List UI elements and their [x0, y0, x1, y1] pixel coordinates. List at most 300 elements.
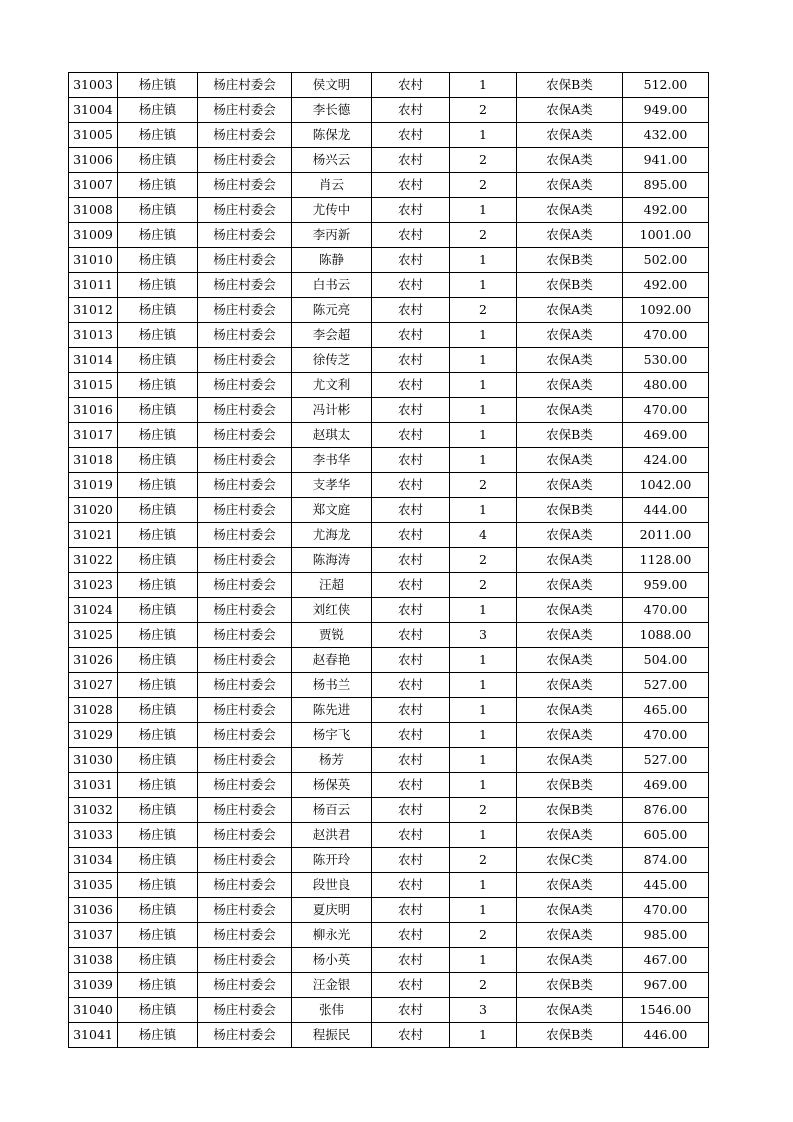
- insurance-category-cell: 农保A类: [517, 198, 623, 223]
- name-cell: 郑文庭: [292, 498, 372, 523]
- record-id-cell: 31029: [69, 723, 118, 748]
- area-type-cell: 农村: [372, 773, 450, 798]
- area-type-cell: 农村: [372, 898, 450, 923]
- village-committee-cell: 杨庄村委会: [198, 998, 292, 1023]
- household-size-cell: 1: [450, 73, 517, 98]
- record-id-cell: 31018: [69, 448, 118, 473]
- amount-cell: 424.00: [623, 448, 709, 473]
- insurance-category-cell: 农保A类: [517, 673, 623, 698]
- village-committee-cell: 杨庄村委会: [198, 523, 292, 548]
- table-row: [69, 373, 709, 398]
- insurance-category-cell: 农保B类: [517, 973, 623, 998]
- town-cell: 杨庄镇: [118, 698, 198, 723]
- area-type-cell: 农村: [372, 473, 450, 498]
- town-cell: 杨庄镇: [118, 273, 198, 298]
- name-cell: 杨芳: [292, 748, 372, 773]
- area-type-cell: 农村: [372, 298, 450, 323]
- name-cell: 李书华: [292, 448, 372, 473]
- area-type-cell: 农村: [372, 598, 450, 623]
- table-row: [69, 673, 709, 698]
- town-cell: 杨庄镇: [118, 723, 198, 748]
- table-row: [69, 998, 709, 1023]
- area-type-cell: 农村: [372, 248, 450, 273]
- amount-cell: 895.00: [623, 173, 709, 198]
- table-row: [69, 423, 709, 448]
- insurance-category-cell: 农保A类: [517, 623, 623, 648]
- area-type-cell: 农村: [372, 998, 450, 1023]
- record-id-cell: 31038: [69, 948, 118, 973]
- amount-cell: 1092.00: [623, 298, 709, 323]
- village-committee-cell: 杨庄村委会: [198, 1023, 292, 1048]
- town-cell: 杨庄镇: [118, 823, 198, 848]
- name-cell: 贾锐: [292, 623, 372, 648]
- area-type-cell: 农村: [372, 448, 450, 473]
- record-id-cell: 31023: [69, 573, 118, 598]
- table-row: [69, 823, 709, 848]
- village-committee-cell: 杨庄村委会: [198, 873, 292, 898]
- area-type-cell: 农村: [372, 923, 450, 948]
- insurance-category-cell: 农保A类: [517, 148, 623, 173]
- area-type-cell: 农村: [372, 398, 450, 423]
- table-row: [69, 548, 709, 573]
- record-id-cell: 31017: [69, 423, 118, 448]
- table-row: [69, 573, 709, 598]
- area-type-cell: 农村: [372, 148, 450, 173]
- record-id-cell: 31004: [69, 98, 118, 123]
- record-id-cell: 31012: [69, 298, 118, 323]
- name-cell: 夏庆明: [292, 898, 372, 923]
- village-committee-cell: 杨庄村委会: [198, 398, 292, 423]
- table-row: [69, 148, 709, 173]
- household-size-cell: 2: [450, 223, 517, 248]
- village-committee-cell: 杨庄村委会: [198, 823, 292, 848]
- town-cell: 杨庄镇: [118, 523, 198, 548]
- household-size-cell: 1: [450, 948, 517, 973]
- table-row: [69, 1023, 709, 1048]
- village-committee-cell: 杨庄村委会: [198, 648, 292, 673]
- insurance-category-cell: 农保A类: [517, 348, 623, 373]
- table-row: [69, 648, 709, 673]
- household-size-cell: 1: [450, 273, 517, 298]
- amount-cell: 527.00: [623, 748, 709, 773]
- amount-cell: 465.00: [623, 698, 709, 723]
- household-size-cell: 3: [450, 623, 517, 648]
- area-type-cell: 农村: [372, 648, 450, 673]
- amount-cell: 941.00: [623, 148, 709, 173]
- name-cell: 杨百云: [292, 798, 372, 823]
- table-row: [69, 723, 709, 748]
- household-size-cell: 2: [450, 798, 517, 823]
- village-committee-cell: 杨庄村委会: [198, 373, 292, 398]
- village-committee-cell: 杨庄村委会: [198, 98, 292, 123]
- area-type-cell: 农村: [372, 798, 450, 823]
- area-type-cell: 农村: [372, 223, 450, 248]
- table-row: [69, 973, 709, 998]
- amount-cell: 504.00: [623, 648, 709, 673]
- name-cell: 支孝华: [292, 473, 372, 498]
- village-committee-cell: 杨庄村委会: [198, 248, 292, 273]
- record-id-cell: 31028: [69, 698, 118, 723]
- village-committee-cell: 杨庄村委会: [198, 548, 292, 573]
- area-type-cell: 农村: [372, 123, 450, 148]
- area-type-cell: 农村: [372, 823, 450, 848]
- table-row: [69, 448, 709, 473]
- amount-cell: 874.00: [623, 848, 709, 873]
- amount-cell: 432.00: [623, 123, 709, 148]
- household-size-cell: 1: [450, 748, 517, 773]
- town-cell: 杨庄镇: [118, 498, 198, 523]
- insurance-category-cell: 农保A类: [517, 473, 623, 498]
- area-type-cell: 农村: [372, 873, 450, 898]
- record-id-cell: 31034: [69, 848, 118, 873]
- name-cell: 杨书兰: [292, 673, 372, 698]
- insurance-category-cell: 农保A类: [517, 748, 623, 773]
- insurance-category-cell: 农保B类: [517, 1023, 623, 1048]
- village-committee-cell: 杨庄村委会: [198, 973, 292, 998]
- record-id-cell: 31026: [69, 648, 118, 673]
- village-committee-cell: 杨庄村委会: [198, 348, 292, 373]
- amount-cell: 2011.00: [623, 523, 709, 548]
- table-row: [69, 498, 709, 523]
- insurance-category-cell: 农保A类: [517, 723, 623, 748]
- village-committee-cell: 杨庄村委会: [198, 173, 292, 198]
- insurance-category-cell: 农保A类: [517, 998, 623, 1023]
- town-cell: 杨庄镇: [118, 573, 198, 598]
- name-cell: 陈保龙: [292, 123, 372, 148]
- table-row: [69, 748, 709, 773]
- amount-cell: 470.00: [623, 323, 709, 348]
- town-cell: 杨庄镇: [118, 873, 198, 898]
- insurance-category-cell: 农保B类: [517, 773, 623, 798]
- household-size-cell: 1: [450, 373, 517, 398]
- household-size-cell: 1: [450, 723, 517, 748]
- insurance-category-cell: 农保A类: [517, 573, 623, 598]
- town-cell: 杨庄镇: [118, 448, 198, 473]
- record-id-cell: 31036: [69, 898, 118, 923]
- name-cell: 尤文利: [292, 373, 372, 398]
- name-cell: 尤海龙: [292, 523, 372, 548]
- table-row: [69, 773, 709, 798]
- town-cell: 杨庄镇: [118, 748, 198, 773]
- insurance-category-cell: 农保A类: [517, 523, 623, 548]
- name-cell: 赵春艳: [292, 648, 372, 673]
- town-cell: 杨庄镇: [118, 673, 198, 698]
- record-id-cell: 31006: [69, 148, 118, 173]
- amount-cell: 492.00: [623, 198, 709, 223]
- record-id-cell: 31008: [69, 198, 118, 223]
- town-cell: 杨庄镇: [118, 198, 198, 223]
- insurance-category-cell: 农保A类: [517, 398, 623, 423]
- village-committee-cell: 杨庄村委会: [198, 948, 292, 973]
- area-type-cell: 农村: [372, 98, 450, 123]
- area-type-cell: 农村: [372, 973, 450, 998]
- area-type-cell: 农村: [372, 423, 450, 448]
- household-size-cell: 2: [450, 973, 517, 998]
- amount-cell: 469.00: [623, 423, 709, 448]
- household-size-cell: 1: [450, 323, 517, 348]
- town-cell: 杨庄镇: [118, 173, 198, 198]
- household-size-cell: 1: [450, 398, 517, 423]
- household-size-cell: 2: [450, 173, 517, 198]
- town-cell: 杨庄镇: [118, 123, 198, 148]
- record-id-cell: 31010: [69, 248, 118, 273]
- area-type-cell: 农村: [372, 273, 450, 298]
- insurance-category-cell: 农保B类: [517, 798, 623, 823]
- record-id-cell: 31039: [69, 973, 118, 998]
- insurance-category-cell: 农保A类: [517, 123, 623, 148]
- town-cell: 杨庄镇: [118, 223, 198, 248]
- name-cell: 杨兴云: [292, 148, 372, 173]
- record-id-cell: 31024: [69, 598, 118, 623]
- amount-cell: 530.00: [623, 348, 709, 373]
- table-row: [69, 598, 709, 623]
- household-size-cell: 1: [450, 198, 517, 223]
- insurance-category-cell: 农保C类: [517, 848, 623, 873]
- household-size-cell: 1: [450, 773, 517, 798]
- household-size-cell: 2: [450, 98, 517, 123]
- village-committee-cell: 杨庄村委会: [198, 798, 292, 823]
- record-id-cell: 31027: [69, 673, 118, 698]
- area-type-cell: 农村: [372, 623, 450, 648]
- table-row: [69, 473, 709, 498]
- name-cell: 程振民: [292, 1023, 372, 1048]
- village-committee-cell: 杨庄村委会: [198, 898, 292, 923]
- town-cell: 杨庄镇: [118, 473, 198, 498]
- amount-cell: 876.00: [623, 798, 709, 823]
- town-cell: 杨庄镇: [118, 598, 198, 623]
- table-row: [69, 698, 709, 723]
- area-type-cell: 农村: [372, 498, 450, 523]
- name-cell: 杨保英: [292, 773, 372, 798]
- table-row: [69, 73, 709, 98]
- village-committee-cell: 杨庄村委会: [198, 473, 292, 498]
- area-type-cell: 农村: [372, 723, 450, 748]
- name-cell: 侯文明: [292, 73, 372, 98]
- village-committee-cell: 杨庄村委会: [198, 573, 292, 598]
- amount-cell: 470.00: [623, 723, 709, 748]
- amount-cell: 512.00: [623, 73, 709, 98]
- town-cell: 杨庄镇: [118, 248, 198, 273]
- record-id-cell: 31025: [69, 623, 118, 648]
- area-type-cell: 农村: [372, 698, 450, 723]
- name-cell: 汪超: [292, 573, 372, 598]
- town-cell: 杨庄镇: [118, 948, 198, 973]
- record-id-cell: 31033: [69, 823, 118, 848]
- table-row: [69, 173, 709, 198]
- amount-cell: 949.00: [623, 98, 709, 123]
- village-committee-cell: 杨庄村委会: [198, 198, 292, 223]
- name-cell: 段世良: [292, 873, 372, 898]
- insurance-category-cell: 农保B类: [517, 248, 623, 273]
- household-size-cell: 1: [450, 348, 517, 373]
- name-cell: 赵洪君: [292, 823, 372, 848]
- household-size-cell: 1: [450, 1023, 517, 1048]
- household-size-cell: 1: [450, 448, 517, 473]
- amount-cell: 502.00: [623, 248, 709, 273]
- insurance-category-cell: 农保A类: [517, 298, 623, 323]
- name-cell: 尤传中: [292, 198, 372, 223]
- amount-cell: 967.00: [623, 973, 709, 998]
- area-type-cell: 农村: [372, 548, 450, 573]
- household-size-cell: 2: [450, 848, 517, 873]
- insurance-category-cell: 农保B类: [517, 423, 623, 448]
- town-cell: 杨庄镇: [118, 148, 198, 173]
- table-row: [69, 323, 709, 348]
- table-row: [69, 523, 709, 548]
- table-row: [69, 298, 709, 323]
- name-cell: 李会超: [292, 323, 372, 348]
- table-row: [69, 123, 709, 148]
- area-type-cell: 农村: [372, 848, 450, 873]
- town-cell: 杨庄镇: [118, 423, 198, 448]
- household-size-cell: 1: [450, 423, 517, 448]
- amount-cell: 480.00: [623, 373, 709, 398]
- amount-cell: 1128.00: [623, 548, 709, 573]
- name-cell: 徐传芝: [292, 348, 372, 373]
- insurance-category-cell: 农保A类: [517, 373, 623, 398]
- amount-cell: 470.00: [623, 398, 709, 423]
- amount-cell: 985.00: [623, 923, 709, 948]
- record-id-cell: 31040: [69, 998, 118, 1023]
- record-id-cell: 31016: [69, 398, 118, 423]
- village-committee-cell: 杨庄村委会: [198, 723, 292, 748]
- insurance-category-cell: 农保A类: [517, 948, 623, 973]
- village-committee-cell: 杨庄村委会: [198, 323, 292, 348]
- town-cell: 杨庄镇: [118, 973, 198, 998]
- name-cell: 陈元亮: [292, 298, 372, 323]
- amount-cell: 605.00: [623, 823, 709, 848]
- household-size-cell: 2: [450, 923, 517, 948]
- table-row: [69, 898, 709, 923]
- amount-cell: 527.00: [623, 673, 709, 698]
- household-size-cell: 2: [450, 298, 517, 323]
- village-committee-cell: 杨庄村委会: [198, 623, 292, 648]
- record-id-cell: 31005: [69, 123, 118, 148]
- village-committee-cell: 杨庄村委会: [198, 498, 292, 523]
- table-row: [69, 223, 709, 248]
- name-cell: 柳永光: [292, 923, 372, 948]
- town-cell: 杨庄镇: [118, 648, 198, 673]
- area-type-cell: 农村: [372, 198, 450, 223]
- area-type-cell: 农村: [372, 673, 450, 698]
- name-cell: 刘红侠: [292, 598, 372, 623]
- area-type-cell: 农村: [372, 348, 450, 373]
- name-cell: 赵琪太: [292, 423, 372, 448]
- record-id-cell: 31019: [69, 473, 118, 498]
- area-type-cell: 农村: [372, 173, 450, 198]
- town-cell: 杨庄镇: [118, 998, 198, 1023]
- insurance-category-cell: 农保A类: [517, 698, 623, 723]
- town-cell: 杨庄镇: [118, 898, 198, 923]
- amount-cell: 469.00: [623, 773, 709, 798]
- village-committee-cell: 杨庄村委会: [198, 673, 292, 698]
- table-row: [69, 98, 709, 123]
- amount-cell: 1546.00: [623, 998, 709, 1023]
- village-committee-cell: 杨庄村委会: [198, 598, 292, 623]
- town-cell: 杨庄镇: [118, 298, 198, 323]
- village-committee-cell: 杨庄村委会: [198, 123, 292, 148]
- table-row: [69, 873, 709, 898]
- amount-cell: 470.00: [623, 598, 709, 623]
- roster-body: [69, 73, 709, 1048]
- village-committee-cell: 杨庄村委会: [198, 848, 292, 873]
- household-size-cell: 1: [450, 498, 517, 523]
- area-type-cell: 农村: [372, 948, 450, 973]
- village-committee-cell: 杨庄村委会: [198, 773, 292, 798]
- insurance-category-cell: 农保B类: [517, 498, 623, 523]
- town-cell: 杨庄镇: [118, 848, 198, 873]
- household-size-cell: 1: [450, 698, 517, 723]
- household-size-cell: 1: [450, 673, 517, 698]
- town-cell: 杨庄镇: [118, 1023, 198, 1048]
- insurance-category-cell: 农保A类: [517, 548, 623, 573]
- table-row: [69, 948, 709, 973]
- amount-cell: 1042.00: [623, 473, 709, 498]
- household-size-cell: 1: [450, 898, 517, 923]
- table-row: [69, 248, 709, 273]
- area-type-cell: 农村: [372, 748, 450, 773]
- insurance-category-cell: 农保A类: [517, 598, 623, 623]
- insurance-category-cell: 农保A类: [517, 648, 623, 673]
- roster-table: [68, 72, 709, 1048]
- village-committee-cell: 杨庄村委会: [198, 223, 292, 248]
- table-row: [69, 798, 709, 823]
- name-cell: 陈开玲: [292, 848, 372, 873]
- village-committee-cell: 杨庄村委会: [198, 73, 292, 98]
- amount-cell: 1001.00: [623, 223, 709, 248]
- household-size-cell: 2: [450, 573, 517, 598]
- insurance-category-cell: 农保B类: [517, 73, 623, 98]
- record-id-cell: 31031: [69, 773, 118, 798]
- record-id-cell: 31003: [69, 73, 118, 98]
- table-row: [69, 848, 709, 873]
- table-row: [69, 198, 709, 223]
- name-cell: 杨小英: [292, 948, 372, 973]
- record-id-cell: 31041: [69, 1023, 118, 1048]
- town-cell: 杨庄镇: [118, 98, 198, 123]
- record-id-cell: 31020: [69, 498, 118, 523]
- household-size-cell: 2: [450, 148, 517, 173]
- village-committee-cell: 杨庄村委会: [198, 923, 292, 948]
- insurance-category-cell: 农保A类: [517, 823, 623, 848]
- amount-cell: 959.00: [623, 573, 709, 598]
- record-id-cell: 31021: [69, 523, 118, 548]
- table-row: [69, 398, 709, 423]
- name-cell: 肖云: [292, 173, 372, 198]
- household-size-cell: 1: [450, 873, 517, 898]
- household-size-cell: 2: [450, 548, 517, 573]
- name-cell: 汪金银: [292, 973, 372, 998]
- amount-cell: 445.00: [623, 873, 709, 898]
- insurance-category-cell: 农保A类: [517, 873, 623, 898]
- town-cell: 杨庄镇: [118, 623, 198, 648]
- name-cell: 陈海涛: [292, 548, 372, 573]
- name-cell: 陈静: [292, 248, 372, 273]
- village-committee-cell: 杨庄村委会: [198, 448, 292, 473]
- insurance-category-cell: 农保A类: [517, 923, 623, 948]
- village-committee-cell: 杨庄村委会: [198, 698, 292, 723]
- name-cell: 冯计彬: [292, 398, 372, 423]
- amount-cell: 446.00: [623, 1023, 709, 1048]
- amount-cell: 1088.00: [623, 623, 709, 648]
- insurance-category-cell: 农保A类: [517, 173, 623, 198]
- record-id-cell: 31037: [69, 923, 118, 948]
- name-cell: 白书云: [292, 273, 372, 298]
- village-committee-cell: 杨庄村委会: [198, 273, 292, 298]
- village-committee-cell: 杨庄村委会: [198, 748, 292, 773]
- record-id-cell: 31022: [69, 548, 118, 573]
- household-size-cell: 1: [450, 648, 517, 673]
